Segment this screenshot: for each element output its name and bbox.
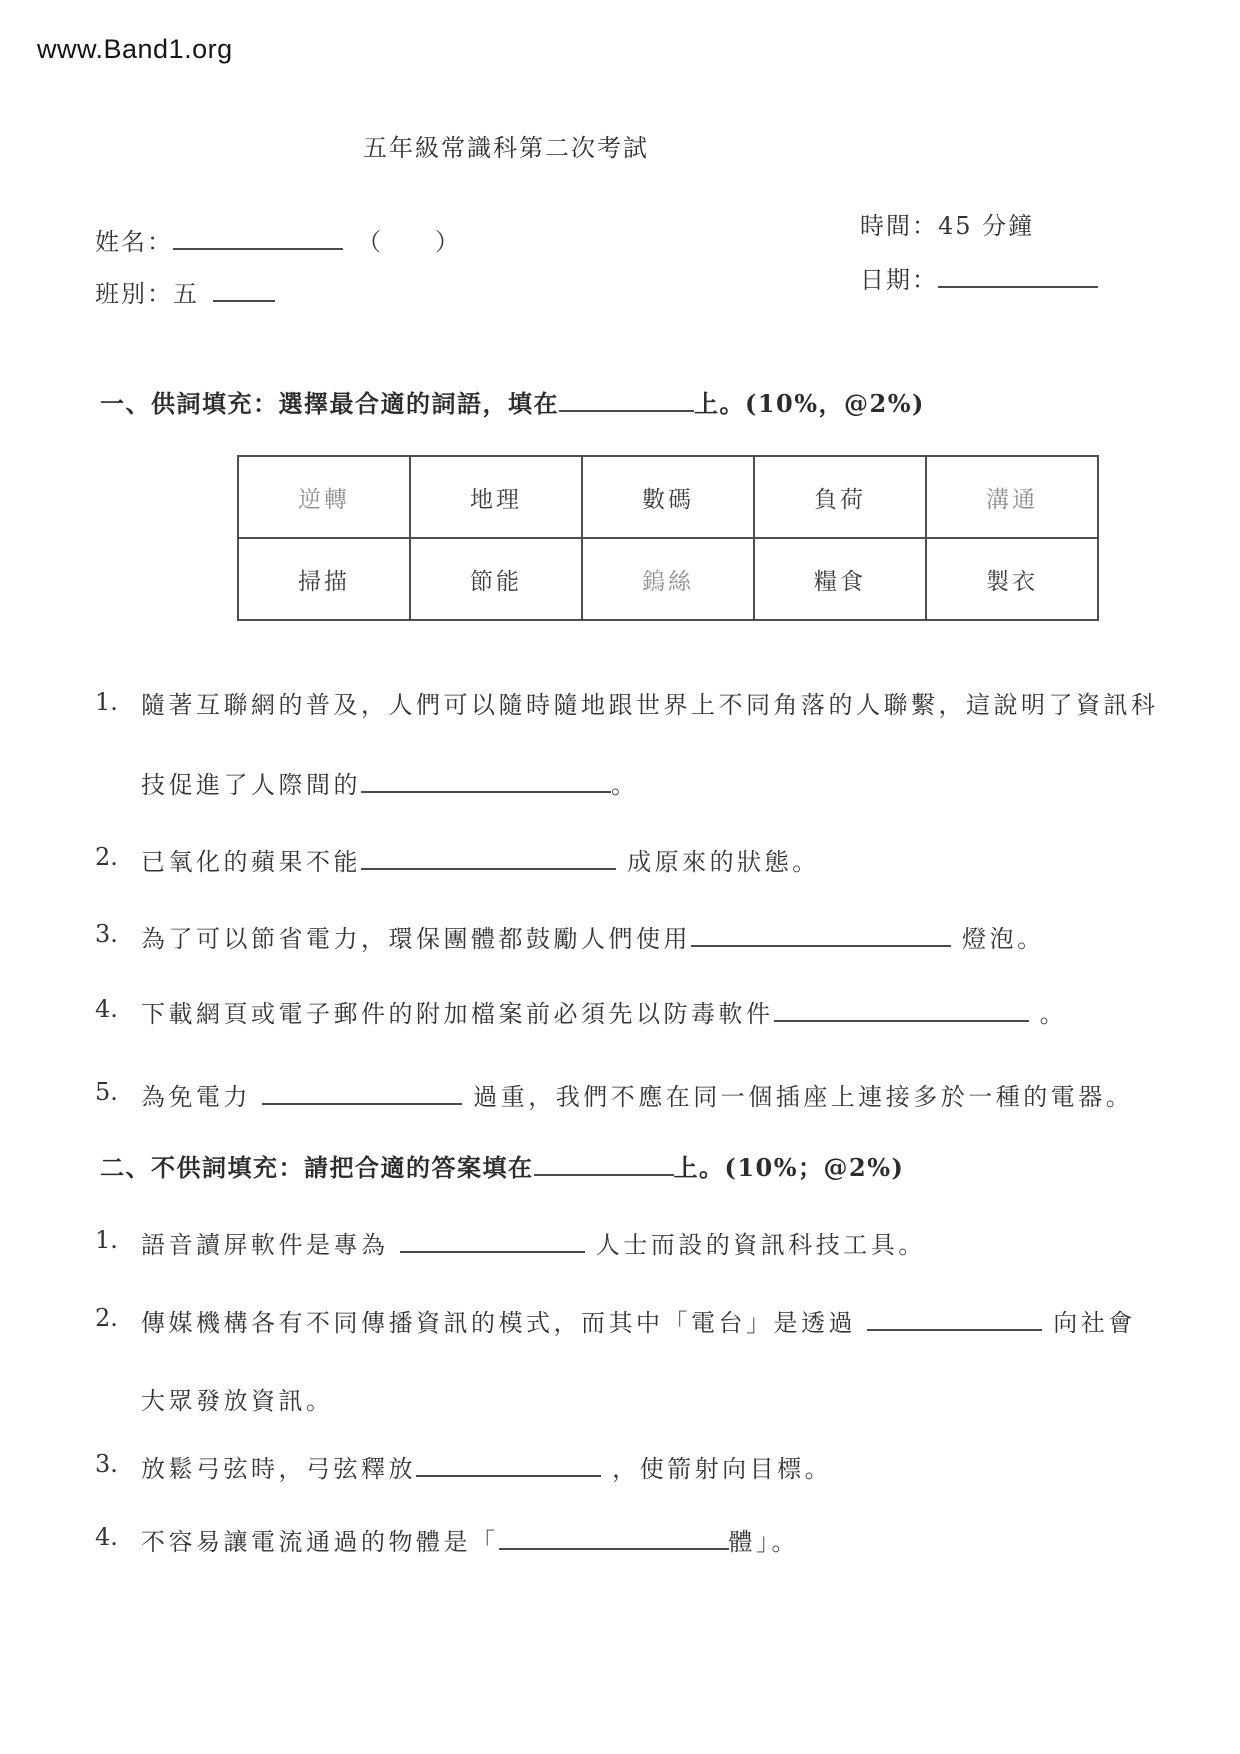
section1-heading-blank (559, 385, 694, 412)
word-bank-cell: 糧食 (754, 538, 926, 620)
question-text: 已氧化的蘋果不能 (141, 848, 361, 877)
question-number: 3. (95, 1450, 118, 1478)
question-body (141, 1523, 799, 1559)
question-s1-2 (95, 843, 820, 879)
answer-blank (867, 1304, 1042, 1331)
question-text: 燈泡。 (951, 925, 1045, 954)
name-blank (173, 223, 343, 250)
section2-heading (100, 1148, 904, 1183)
class-label: 班別：五 (95, 280, 199, 308)
question-text: 語音讀屏軟件是專為 (141, 1231, 400, 1260)
answer-blank (499, 1523, 729, 1550)
question-text: 人士而設的資訊科技工具。 (584, 1231, 926, 1260)
question-s2-4 (95, 1523, 799, 1559)
question-text: 過重，我們不應在同一個插座上連接多於一種的電器。 (462, 1083, 1134, 1112)
section2-heading-pre: 二、不供詞填充：請把合適的答案填在 (100, 1153, 534, 1182)
question-line (141, 920, 1045, 956)
question-s1-1 (95, 688, 1159, 802)
question-text: 向社會 (1042, 1309, 1136, 1338)
question-s1-5 (95, 1078, 1133, 1114)
question-body (141, 1304, 1136, 1418)
name-row (95, 222, 461, 257)
question-body (141, 1226, 926, 1262)
answer-blank (400, 1226, 585, 1253)
word-bank-cell: 鎢絲 (582, 538, 754, 620)
question-text: 不容易讓電流通過的物體是「 (141, 1528, 499, 1557)
question-line (141, 766, 1159, 802)
date-blank (938, 261, 1098, 288)
word-bank-row (238, 456, 1098, 538)
answer-blank (416, 1450, 601, 1477)
question-text: 大眾發放資訊。 (141, 1387, 334, 1416)
word-bank-cell: 逆轉 (238, 456, 410, 538)
class-row (95, 274, 275, 309)
word-bank-cell: 地理 (410, 456, 582, 538)
question-s1-3 (95, 920, 1045, 956)
section2-heading-blank (534, 1149, 674, 1176)
question-number: 1. (95, 1226, 118, 1254)
question-text: 技促進了人際間的 (141, 771, 361, 800)
question-number: 2. (95, 1304, 118, 1332)
question-line (141, 1078, 1133, 1114)
name-label: 姓名： (95, 228, 173, 256)
question-s2-1 (95, 1226, 926, 1262)
answer-blank (774, 995, 1029, 1022)
question-number: 3. (95, 920, 118, 948)
question-text: ，使箭射向目標。 (601, 1455, 833, 1484)
section2-heading-post: 上。(10%；@2%) (673, 1153, 905, 1182)
word-bank-cell: 負荷 (754, 456, 926, 538)
word-bank-cell: 溝通 (926, 456, 1098, 538)
time-row (860, 206, 1034, 241)
question-text: 為免電力 (141, 1083, 263, 1112)
section1-heading-post: 上。(10%，@2%) (694, 389, 925, 418)
question-body (141, 1078, 1133, 1114)
question-number: 5. (95, 1078, 118, 1106)
word-bank-table (237, 455, 1099, 621)
question-text: 下載網頁或電子郵件的附加檔案前必須先以防毒軟件 (141, 1000, 774, 1029)
question-text: 為了可以節省電力，環保團體都鼓勵人們使用 (141, 925, 691, 954)
word-bank-cell: 製衣 (926, 538, 1098, 620)
question-line (141, 843, 820, 879)
question-text: 。 (1028, 1000, 1068, 1029)
section1-heading (100, 384, 925, 419)
question-number: 2. (95, 843, 118, 871)
date-row (860, 260, 1098, 295)
question-number: 4. (95, 1523, 118, 1551)
time-label: 時間：45 分鐘 (860, 212, 1035, 240)
page-title: 五年級常識科第二次考試 (363, 134, 649, 162)
question-line (141, 1523, 799, 1559)
question-body (141, 995, 1067, 1031)
question-text: 成原來的狀態。 (616, 848, 820, 877)
word-bank-row (238, 538, 1098, 620)
name-paren: （ ） (357, 228, 461, 256)
word-bank-cell: 節能 (410, 538, 582, 620)
question-s1-4 (95, 995, 1067, 1031)
watermark-url: www.Band1.org (37, 34, 233, 64)
answer-blank (361, 843, 616, 870)
question-line (141, 1384, 1136, 1418)
question-body (141, 688, 1159, 802)
question-text: 。 (611, 771, 639, 800)
question-body (141, 920, 1045, 956)
question-text: 傳媒機構各有不同傳播資訊的模式，而其中「電台」是透過 (141, 1309, 868, 1338)
word-bank-cell: 數碼 (582, 456, 754, 538)
question-number: 4. (95, 995, 118, 1023)
answer-blank (691, 920, 951, 947)
question-number: 1. (95, 688, 118, 716)
question-s2-2 (95, 1304, 1136, 1418)
question-line (141, 688, 1159, 722)
word-bank-cell: 掃描 (238, 538, 410, 620)
answer-blank (361, 766, 611, 793)
question-line (141, 1304, 1136, 1340)
question-line (141, 1226, 926, 1262)
question-text: 隨著互聯網的普及，人們可以隨時隨地跟世界上不同角落的人聯繫，這說明了資訊科 (141, 691, 1159, 719)
question-body (141, 843, 820, 879)
question-text: 體」。 (728, 1528, 799, 1557)
section1-heading-pre: 一、供詞填充：選擇最合適的詞語，填在 (100, 389, 559, 418)
question-body (141, 1450, 832, 1486)
answer-blank (262, 1078, 462, 1105)
question-s2-3 (95, 1450, 832, 1486)
question-line (141, 995, 1067, 1031)
question-line (141, 1450, 832, 1486)
class-blank (213, 275, 275, 302)
date-label: 日期： (860, 266, 938, 294)
question-text: 放鬆弓弦時，弓弦釋放 (141, 1455, 416, 1484)
